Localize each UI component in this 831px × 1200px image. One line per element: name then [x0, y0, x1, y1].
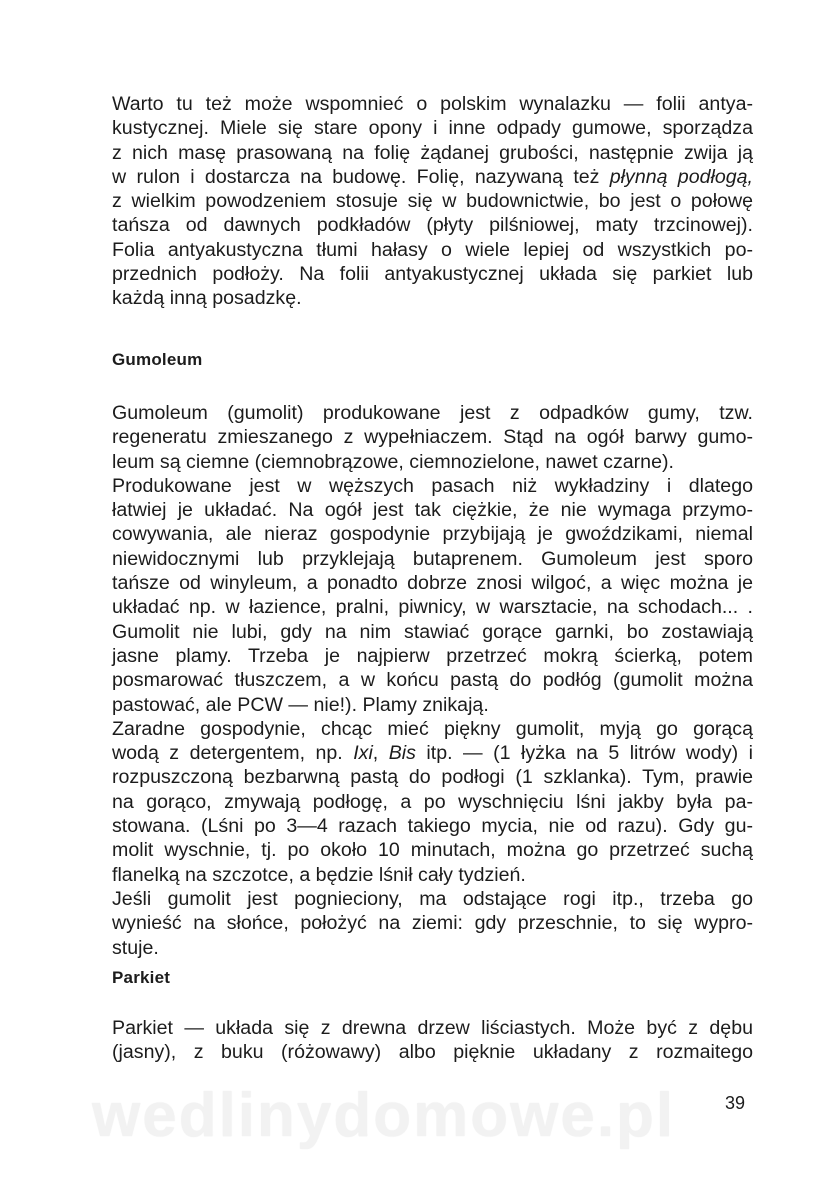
text-line: tańsze od winyleum, a ponadto dobrze znosi wilgoć, a więc można je: [112, 572, 753, 595]
text-line: Warto tu też może wspomnieć o polskim wynalazku — folii antya-: [112, 93, 753, 115]
text-line: wodą z detergentem, np. Ixi, Bis itp. — (1 łyżka na 5 litrów wody) i: [112, 742, 753, 765]
section-heading-gumoleum: Gumoleum: [112, 350, 203, 369]
text-line: molit wyschnie, tj. po około 10 minutach, można go przetrzeć suchą: [112, 839, 753, 862]
text-line: niewidocznymi lub przyklejają butaprenem. Gumoleum jest sporo: [112, 547, 753, 570]
paragraph-folia: [112, 92, 753, 311]
paragraph-parkiet: [112, 1016, 753, 1065]
text-line: stuje.: [112, 936, 159, 959]
text-line: jasne plamy. Trzeba je najpierw przetrzeć mokrą ścierką, potem: [112, 644, 753, 667]
text-line: Parkiet — układa się z drewna drzew liściastych. Może być z dębu: [112, 1017, 753, 1039]
text-line: układać np. w łazience, pralni, piwnicy, w warsztacie, na schodach... .: [112, 596, 753, 619]
section-heading-parkiet: Parkiet: [112, 968, 171, 987]
text-line: posmarować tłuszczem, a w końcu pastą do podłóg (gumolit można: [112, 669, 753, 692]
text-line: leum są ciemne (ciemnobrązowe, ciemnozielone, nawet czarne).: [112, 450, 674, 473]
emphasis-term: płynną podłogą,: [609, 165, 753, 188]
text-line: z nich masę prasowaną na folię żądanej grubości, następnie zwija ją: [112, 141, 753, 164]
paragraph-gumoleum: [112, 401, 753, 960]
text-line: kustycznej. Miele się stare opony i inne odpady gumowe, sporządza: [112, 117, 753, 140]
text-line: każdą inną posadzkę.: [112, 287, 302, 310]
text-line: Folia antyakustyczna tłumi hałasy o wiele lepiej od wszystkich po-: [112, 238, 753, 261]
text-line: z wielkim powodzeniem stosuje się w budownictwie, bo jest o połowę: [112, 190, 753, 213]
emphasis-term: Bis: [388, 742, 416, 765]
text-line: Gumoleum (gumolit) produkowane jest z odpadków gumy, tzw.: [112, 402, 753, 424]
text-line: cowywania, ale nieraz gospodynie przybijają je gwoździkami, niemal: [112, 523, 753, 546]
text-line: (jasny), z buku (różowawy) albo pięknie układany z rozmaitego: [112, 1041, 753, 1064]
text-line: rozpuszczoną bezbarwną pastą do podłogi (1 szklanka). Tym, prawie: [112, 766, 753, 789]
text-line: w rulon i dostarcza na budowę. Folię, nazywaną też płynną podłogą,: [112, 165, 753, 188]
text-line: flanelką na szczotce, a będzie lśnił cały tydzień.: [112, 863, 526, 886]
text-line: Jeśli gumolit jest pognieciony, ma odstające rogi itp., trzeba go: [112, 887, 753, 910]
text-line: Produkowane jest w węższych pasach niż wykładziny i dlatego: [112, 474, 753, 497]
text-line: łatwiej je układać. Na ogół jest tak ciężkie, że nie wymaga przymo-: [112, 499, 753, 522]
watermark-text: wedlinydomowe.pl: [92, 1081, 676, 1150]
text-line: na gorąco, zmywają podłogę, a po wyschnięciu lśni jakby była pa-: [112, 790, 753, 813]
page-number: 39: [725, 1093, 746, 1113]
text-line: stowana. (Lśni po 3—4 razach takiego mycia, nie od razu). Gdy gu-: [112, 815, 753, 838]
text-line: przednich podłoży. Na folii antyakustycznej układa się parkiet lub: [112, 263, 753, 286]
text-line: tańsza od dawnych podkładów (płyty pilśniowej, maty trzcinowej).: [112, 214, 753, 237]
text-line: pastować, ale PCW — nie!). Plamy znikają.: [112, 693, 489, 716]
text-line: Zaradne gospodynie, chcąc mieć piękny gumolit, myją go gorącą: [112, 717, 753, 740]
text-line: wynieść na słońce, położyć na ziemi: gdy przeschnie, to się wypro-: [112, 912, 753, 935]
text-line: Gumolit nie lubi, gdy na nim stawiać gorące garnki, bo zostawiają: [112, 620, 753, 643]
text-line: regeneratu zmieszanego z wypełniaczem. Stąd na ogół barwy gumo-: [112, 426, 753, 449]
emphasis-term: Ixi: [353, 742, 373, 765]
